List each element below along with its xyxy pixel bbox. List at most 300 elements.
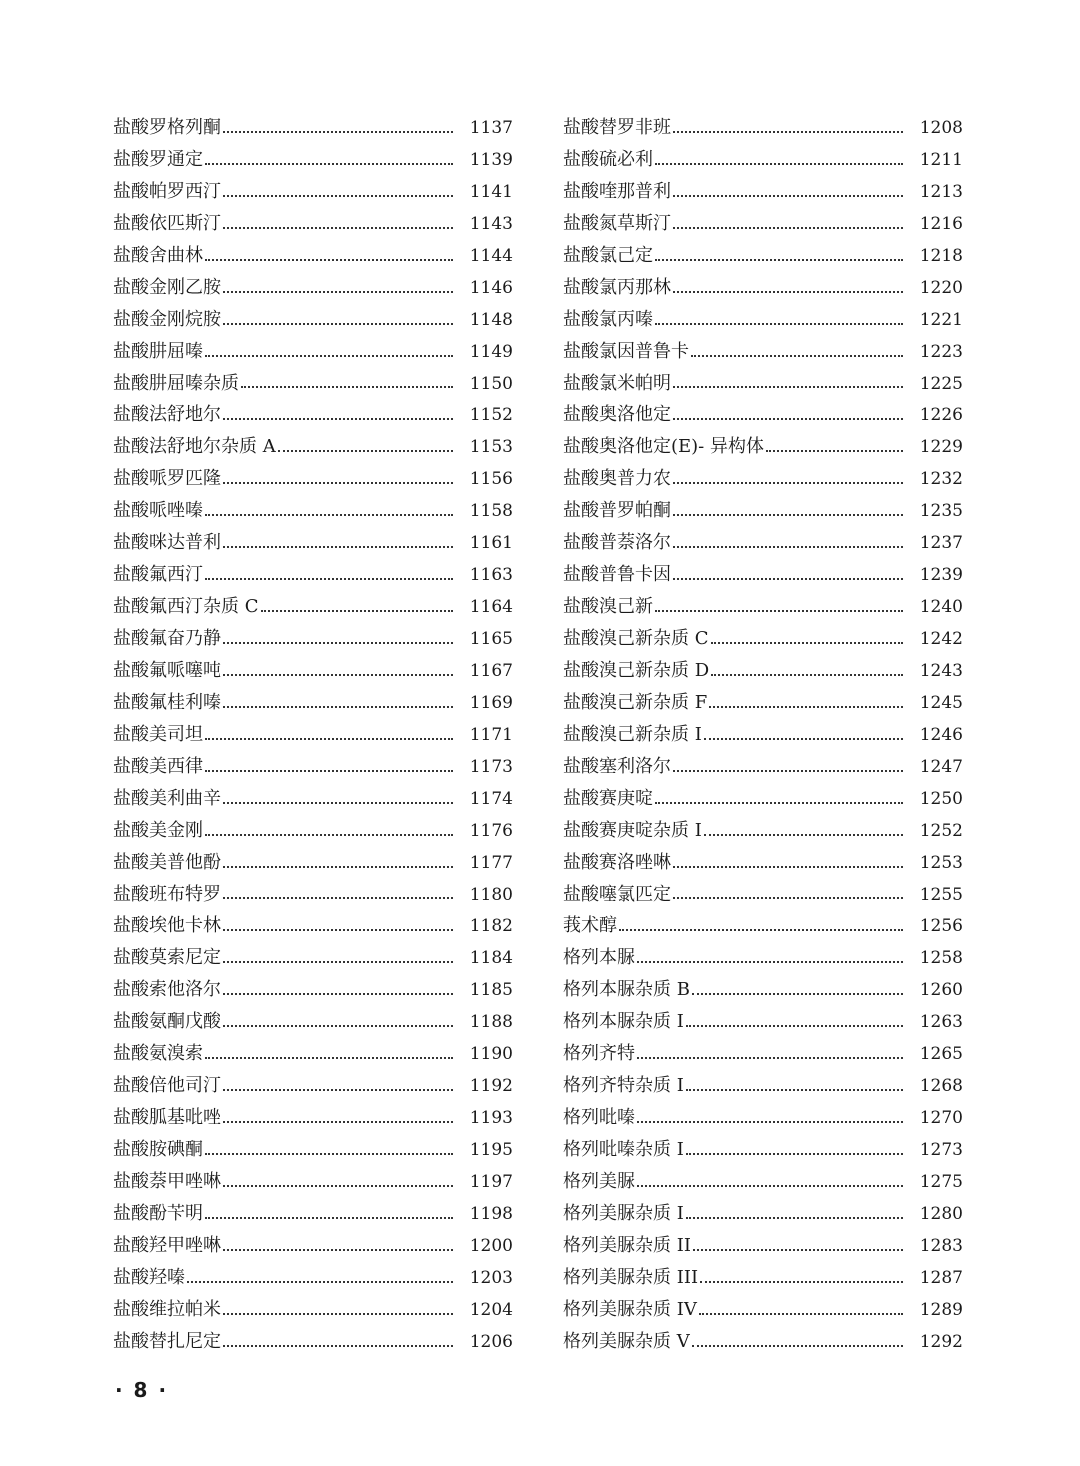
entry-title: 盐酸胍基吡唑 — [113, 1107, 221, 1129]
toc-entry — [563, 847, 963, 879]
entry-title: 盐酸班布特罗 — [113, 883, 221, 905]
toc-entry — [113, 399, 513, 431]
entry-title: 盐酸金刚烷胺 — [113, 308, 221, 330]
entry-title: 盐酸维拉帕米 — [113, 1298, 221, 1320]
toc-entry — [563, 272, 963, 304]
dot-leader — [704, 834, 903, 836]
entry-title: 盐酸咪达普利 — [113, 532, 221, 554]
entry-page-number: 1258 — [919, 948, 963, 969]
entry-title: 盐酸溴己新杂质 C — [563, 628, 709, 649]
entry-page-number: 1280 — [919, 1203, 963, 1224]
entry-title: 盐酸萘甲唑啉 — [113, 1170, 221, 1192]
toc-entry — [113, 336, 513, 368]
toc-entry — [563, 399, 963, 431]
toc-entry — [563, 559, 963, 591]
entry-page-number: 1287 — [919, 1267, 963, 1288]
toc-entry — [113, 144, 513, 176]
toc-entry — [563, 687, 963, 719]
dot-leader — [637, 1057, 903, 1059]
entry-page-number: 1229 — [919, 437, 963, 458]
dot-leader — [205, 355, 453, 357]
entry-page-number: 1225 — [919, 373, 963, 394]
entry-page-number: 1190 — [469, 1044, 513, 1065]
entry-page-number: 1275 — [919, 1171, 963, 1192]
toc-entry — [113, 463, 513, 495]
dot-leader — [686, 1025, 903, 1027]
dot-leader — [691, 355, 903, 357]
entry-page-number: 1235 — [919, 501, 963, 522]
entry-title: 盐酸溴己新 — [563, 596, 653, 618]
toc-entry — [563, 1262, 963, 1294]
entry-title: 盐酸氟西汀 — [113, 564, 203, 586]
dot-leader — [223, 131, 453, 133]
dot-leader — [711, 674, 903, 676]
entry-page-number: 1192 — [469, 1076, 513, 1097]
toc-entry — [113, 815, 513, 847]
toc-entry — [563, 942, 963, 974]
entry-title: 盐酸普鲁卡因 — [563, 564, 671, 586]
dot-leader — [673, 195, 903, 197]
toc-entry — [563, 1102, 963, 1134]
entry-page-number: 1149 — [469, 341, 513, 362]
entry-page-number: 1218 — [919, 245, 963, 266]
dot-leader — [223, 418, 453, 420]
dot-leader — [205, 738, 453, 740]
toc-entry — [563, 336, 963, 368]
toc-entry — [563, 974, 963, 1006]
dot-leader — [223, 993, 453, 995]
toc-entry — [563, 463, 963, 495]
entry-page-number: 1137 — [469, 118, 513, 138]
dot-leader — [686, 1153, 903, 1155]
entry-title: 盐酸氯己定 — [563, 244, 653, 266]
dot-leader — [223, 897, 453, 899]
entry-title: 盐酸依匹斯汀 — [113, 212, 221, 234]
entry-page-number: 1253 — [919, 852, 963, 873]
toc-entry — [563, 304, 963, 336]
toc-entry — [113, 719, 513, 751]
dot-leader — [704, 738, 903, 740]
dot-leader — [655, 323, 903, 325]
entry-title: 格列美脲 — [563, 1170, 635, 1192]
entry-page-number: 1167 — [469, 660, 513, 681]
toc-entry — [113, 623, 513, 655]
dot-leader — [187, 1281, 453, 1283]
entry-page-number: 1260 — [919, 980, 963, 1001]
entry-page-number: 1220 — [919, 277, 963, 298]
entry-title: 莪术醇 — [563, 915, 617, 937]
entry-page-number: 1270 — [919, 1108, 963, 1129]
entry-title: 格列美脲杂质 I — [563, 1202, 684, 1224]
toc-entry — [563, 1166, 963, 1198]
dot-leader — [205, 1057, 453, 1059]
entry-title: 盐酸美普他酚 — [113, 851, 221, 873]
toc-entry — [113, 687, 513, 719]
toc-entry — [113, 942, 513, 974]
entry-title: 盐酸金刚乙胺 — [113, 276, 221, 298]
dot-leader — [223, 1121, 453, 1123]
entry-title: 盐酸氟奋乃静 — [113, 628, 221, 649]
toc-entry — [113, 431, 513, 463]
entry-title: 盐酸哌罗匹隆 — [113, 468, 221, 490]
dot-leader — [223, 1249, 453, 1251]
entry-page-number: 1250 — [919, 788, 963, 809]
entry-title: 盐酸硫必利 — [563, 148, 653, 170]
toc-entry — [113, 527, 513, 559]
entry-title: 盐酸塞利洛尔 — [563, 755, 671, 777]
entry-page-number: 1139 — [469, 149, 513, 170]
dot-leader — [673, 386, 903, 388]
entry-title: 盐酸溴己新杂质 F — [563, 691, 708, 713]
toc-entry — [113, 495, 513, 527]
dot-leader — [223, 642, 453, 644]
entry-title: 盐酸舍曲林 — [113, 244, 203, 266]
toc-entry — [113, 208, 513, 240]
toc-entry — [113, 1006, 513, 1038]
dot-leader — [637, 1185, 903, 1187]
entry-title: 盐酸奥洛他定 — [563, 404, 671, 426]
dot-leader — [637, 961, 903, 963]
toc-entry — [563, 112, 963, 144]
dot-leader — [223, 291, 453, 293]
entry-title: 盐酸氟桂利嗪 — [113, 691, 221, 713]
entry-page-number: 1185 — [469, 980, 513, 1001]
toc-entry — [563, 719, 963, 751]
toc-entry — [563, 368, 963, 400]
dot-leader — [223, 482, 453, 484]
dot-leader — [205, 1217, 453, 1219]
entry-title: 盐酸哌唑嗪 — [113, 500, 203, 522]
entry-page-number: 1273 — [919, 1140, 963, 1160]
toc-entry — [563, 527, 963, 559]
entry-title: 盐酸赛庚啶 — [563, 787, 653, 809]
entry-title: 盐酸法舒地尔 — [113, 404, 221, 426]
dot-leader — [673, 227, 903, 229]
entry-title: 盐酸罗通定 — [113, 148, 203, 170]
toc-entry — [113, 559, 513, 591]
entry-page-number: 1232 — [919, 469, 963, 490]
entry-page-number: 1289 — [919, 1299, 963, 1320]
dot-leader — [655, 259, 903, 261]
entry-title: 盐酸肼屈嗪 — [113, 340, 203, 362]
dot-leader — [709, 706, 903, 708]
entry-page-number: 1182 — [469, 916, 513, 937]
toc-entry — [113, 591, 513, 623]
dot-leader — [223, 1025, 453, 1027]
toc-entry — [563, 1134, 963, 1166]
entry-title: 格列本脲杂质 I — [563, 1011, 684, 1033]
dot-leader — [223, 1313, 453, 1315]
dot-leader — [261, 610, 454, 612]
entry-title: 盐酸氨溴索 — [113, 1043, 203, 1065]
toc-entry — [563, 783, 963, 815]
entry-page-number: 1213 — [919, 181, 963, 202]
entry-page-number: 1221 — [919, 309, 963, 330]
entry-page-number: 1197 — [469, 1171, 513, 1192]
toc-entry — [113, 910, 513, 942]
dot-leader — [205, 834, 453, 836]
entry-title: 格列吡嗪杂质 I — [563, 1139, 684, 1160]
dot-leader — [673, 546, 903, 548]
toc-entry — [563, 623, 963, 655]
entry-page-number: 1171 — [469, 724, 513, 745]
dot-leader — [223, 1185, 453, 1187]
toc-entry — [563, 591, 963, 623]
entry-page-number: 1164 — [469, 597, 513, 618]
entry-title: 格列齐特杂质 I — [563, 1075, 684, 1097]
toc-entry — [563, 1038, 963, 1070]
toc-right-column — [563, 112, 963, 1358]
entry-title: 盐酸氮草斯汀 — [563, 212, 671, 234]
toc-entry — [113, 1198, 513, 1230]
entry-title: 盐酸索他洛尔 — [113, 979, 221, 1001]
entry-title: 盐酸羟甲唑啉 — [113, 1234, 221, 1256]
dot-leader — [673, 482, 903, 484]
dot-leader — [619, 929, 903, 931]
dot-leader — [205, 163, 453, 165]
entry-page-number: 1265 — [919, 1044, 963, 1065]
dot-leader — [693, 1249, 903, 1251]
dot-leader — [223, 866, 453, 868]
dot-leader — [223, 961, 453, 963]
toc-entry — [563, 879, 963, 911]
toc-entry — [113, 783, 513, 815]
entry-page-number: 1176 — [469, 820, 513, 841]
entry-page-number: 1255 — [919, 884, 963, 905]
dot-leader — [223, 929, 453, 931]
entry-page-number: 1239 — [919, 565, 963, 586]
toc-entry — [563, 815, 963, 847]
entry-page-number: 1243 — [919, 660, 963, 681]
entry-page-number: 1208 — [919, 118, 963, 138]
entry-page-number: 1161 — [469, 533, 513, 554]
dot-leader — [223, 1089, 453, 1091]
entry-title: 格列美脲杂质 III — [563, 1266, 699, 1288]
toc-entry — [113, 1038, 513, 1070]
dot-leader — [655, 802, 903, 804]
entry-page-number: 1198 — [469, 1203, 513, 1224]
dot-leader — [223, 706, 453, 708]
dot-leader — [655, 610, 903, 612]
dot-leader — [673, 897, 903, 899]
entry-page-number: 1256 — [919, 916, 963, 937]
entry-page-number: 1246 — [919, 724, 963, 745]
entry-title: 格列本脲杂质 B — [563, 979, 690, 1001]
dot-leader — [241, 386, 453, 388]
entry-page-number: 1169 — [469, 692, 513, 713]
dot-leader — [692, 993, 903, 995]
entry-title: 盐酸喹那普利 — [563, 180, 671, 202]
entry-title: 盐酸莫索尼定 — [113, 947, 221, 969]
entry-page-number: 1247 — [919, 756, 963, 777]
page-number: · 8 · — [115, 1378, 169, 1402]
entry-title: 格列美脲杂质 II — [563, 1234, 691, 1256]
dot-leader — [223, 227, 453, 229]
toc-entry — [113, 655, 513, 687]
toc-entry — [113, 1294, 513, 1326]
entry-title: 格列吡嗪 — [563, 1107, 635, 1129]
dot-leader — [673, 131, 903, 133]
entry-title: 盐酸氯因普鲁卡 — [563, 340, 689, 362]
entry-page-number: 1195 — [469, 1140, 513, 1160]
dot-leader — [673, 291, 903, 293]
entry-page-number: 1204 — [469, 1299, 513, 1320]
entry-page-number: 1263 — [919, 1012, 963, 1033]
entry-title: 格列本脲 — [563, 947, 635, 969]
entry-title: 盐酸替扎尼定 — [113, 1330, 221, 1352]
entry-page-number: 1245 — [919, 692, 963, 713]
dot-leader — [223, 1345, 453, 1347]
toc-entry — [563, 655, 963, 687]
entry-page-number: 1223 — [919, 341, 963, 362]
entry-page-number: 1184 — [469, 948, 513, 969]
toc-entry — [113, 1262, 513, 1294]
entry-title: 盐酸噻氯匹定 — [563, 883, 671, 905]
entry-title: 盐酸氟西汀杂质 C — [113, 596, 259, 618]
toc-entry — [113, 1070, 513, 1102]
toc-entry — [563, 1326, 963, 1358]
entry-page-number: 1180 — [469, 884, 513, 905]
dot-leader — [711, 642, 904, 644]
toc-entry — [113, 304, 513, 336]
entry-title: 盐酸氨酮戊酸 — [113, 1011, 221, 1033]
entry-title: 盐酸美金刚 — [113, 819, 203, 841]
dot-leader — [205, 514, 453, 516]
entry-title: 盐酸溴己新杂质 I — [563, 723, 702, 745]
toc-entry — [113, 176, 513, 208]
entry-title: 盐酸氟哌噻吨 — [113, 659, 221, 681]
entry-title: 盐酸普萘洛尔 — [563, 532, 671, 554]
toc-entry — [113, 1134, 513, 1166]
entry-title: 盐酸罗格列酮 — [113, 117, 221, 138]
dot-leader — [223, 674, 453, 676]
dot-leader — [700, 1281, 903, 1283]
toc-entry — [563, 751, 963, 783]
entry-page-number: 1252 — [919, 820, 963, 841]
entry-page-number: 1150 — [469, 373, 513, 394]
entry-page-number: 1216 — [919, 213, 963, 234]
toc-entry — [563, 1006, 963, 1038]
entry-page-number: 1292 — [919, 1331, 963, 1352]
entry-title: 盐酸羟嗪 — [113, 1266, 185, 1288]
dot-leader — [699, 1313, 903, 1315]
entry-title: 盐酸法舒地尔杂质 A — [113, 436, 276, 458]
dot-leader — [637, 1121, 903, 1123]
entry-title: 盐酸倍他司汀 — [113, 1075, 221, 1097]
dot-leader — [205, 259, 453, 261]
entry-page-number: 1141 — [469, 181, 513, 202]
dot-leader — [686, 1089, 903, 1091]
dot-leader — [673, 866, 903, 868]
dot-leader — [692, 1345, 903, 1347]
toc-entry — [563, 495, 963, 527]
toc-entry — [563, 240, 963, 272]
toc-entry — [563, 1294, 963, 1326]
toc-entry — [113, 1326, 513, 1358]
entry-page-number: 1237 — [919, 533, 963, 554]
toc-left-column — [113, 112, 513, 1358]
entry-page-number: 1163 — [469, 565, 513, 586]
toc-entry — [113, 974, 513, 1006]
entry-page-number: 1188 — [469, 1012, 513, 1033]
dot-leader — [673, 514, 903, 516]
entry-title: 盐酸氯米帕明 — [563, 372, 671, 394]
entry-page-number: 1242 — [919, 629, 963, 649]
entry-title: 盐酸赛洛唑啉 — [563, 851, 671, 873]
toc-entry — [113, 1102, 513, 1134]
entry-title: 盐酸美利曲辛 — [113, 787, 221, 809]
entry-title: 盐酸酚苄明 — [113, 1202, 203, 1224]
entry-title: 盐酸奥普力农 — [563, 468, 671, 490]
toc-entry — [113, 112, 513, 144]
dot-leader — [673, 578, 903, 580]
entry-page-number: 1283 — [919, 1235, 963, 1256]
entry-page-number: 1240 — [919, 597, 963, 618]
dot-leader — [655, 163, 903, 165]
dot-leader — [223, 802, 453, 804]
dot-leader — [673, 418, 903, 420]
entry-title: 盐酸替罗非班 — [563, 117, 671, 138]
entry-title: 盐酸氯丙嗪 — [563, 308, 653, 330]
entry-page-number: 1226 — [919, 405, 963, 426]
dot-leader — [766, 450, 903, 452]
entry-title: 格列齐特 — [563, 1043, 635, 1065]
entry-page-number: 1152 — [469, 405, 513, 426]
entry-title: 盐酸奥洛他定(E)- 异构体 — [563, 436, 764, 458]
dot-leader — [205, 770, 453, 772]
toc-entry — [563, 1230, 963, 1262]
toc-entry — [113, 751, 513, 783]
entry-title: 盐酸溴己新杂质 D — [563, 659, 710, 681]
entry-page-number: 1193 — [469, 1108, 513, 1129]
entry-page-number: 1203 — [469, 1267, 513, 1288]
entry-page-number: 1268 — [919, 1076, 963, 1097]
dot-leader — [205, 578, 453, 580]
entry-title: 盐酸埃他卡林 — [113, 915, 221, 937]
entry-title: 盐酸肼屈嗪杂质 — [113, 372, 239, 394]
entry-page-number: 1174 — [469, 788, 513, 809]
toc-entry — [113, 272, 513, 304]
entry-title: 盐酸氯丙那林 — [563, 276, 671, 298]
dot-leader — [223, 546, 453, 548]
dot-leader — [205, 1153, 453, 1155]
entry-title: 盐酸胺碘酮 — [113, 1139, 203, 1160]
dot-leader — [278, 450, 453, 452]
entry-page-number: 1173 — [469, 756, 513, 777]
dot-leader — [223, 195, 453, 197]
toc-entry — [113, 1166, 513, 1198]
toc-entry — [113, 847, 513, 879]
toc-entry — [563, 176, 963, 208]
entry-page-number: 1146 — [469, 277, 513, 298]
entry-page-number: 1206 — [469, 1331, 513, 1352]
toc-entry — [563, 1198, 963, 1230]
entry-title: 盐酸帕罗西汀 — [113, 180, 221, 202]
toc-entry — [113, 240, 513, 272]
entry-page-number: 1156 — [469, 469, 513, 490]
toc-entry — [563, 144, 963, 176]
entry-page-number: 1158 — [469, 501, 513, 522]
dot-leader — [673, 770, 903, 772]
entry-title: 格列美脲杂质 IV — [563, 1298, 697, 1320]
entry-page-number: 1143 — [469, 213, 513, 234]
toc-entry — [113, 879, 513, 911]
entry-title: 格列美脲杂质 V — [563, 1330, 690, 1352]
entry-page-number: 1165 — [469, 629, 513, 649]
entry-page-number: 1200 — [469, 1235, 513, 1256]
dot-leader — [223, 323, 453, 325]
entry-page-number: 1177 — [469, 852, 513, 873]
